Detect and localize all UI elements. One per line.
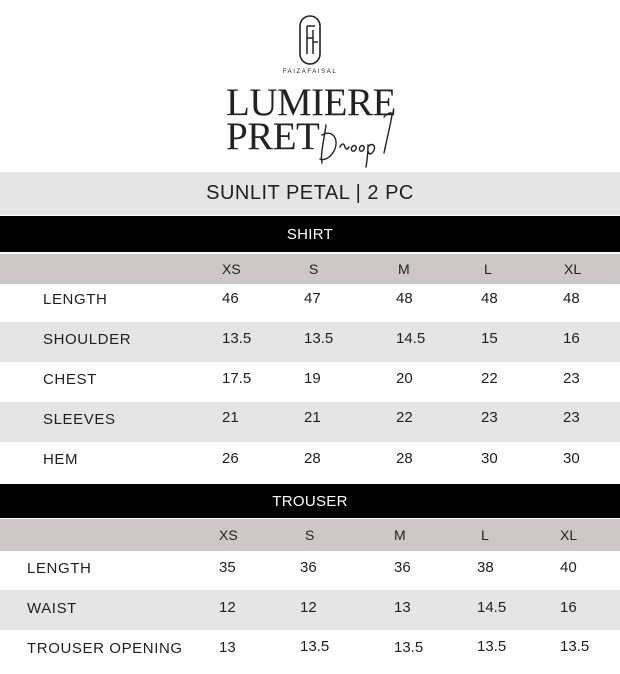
cell-value: 13.5: [394, 639, 424, 656]
table-row: [0, 322, 620, 362]
cell-value: 48: [481, 290, 498, 307]
cell-value: 36: [300, 559, 317, 576]
cell-value: 48: [563, 290, 580, 307]
cell-value: 23: [563, 409, 580, 426]
size-header: M: [398, 261, 410, 277]
collection-line-1: LUMIERE: [226, 81, 396, 124]
row-label: SLEEVES: [43, 411, 116, 428]
cell-value: 30: [563, 450, 580, 467]
cell-value: 19: [304, 370, 321, 387]
cell-value: 12: [219, 599, 236, 616]
cell-value: 13.5: [304, 330, 334, 347]
collection-line-2: PRET: [226, 115, 320, 158]
cell-value: 13.5: [560, 638, 590, 655]
size-header: XL: [564, 261, 582, 277]
cell-value: 13: [219, 639, 236, 656]
cell-value: 35: [219, 559, 236, 576]
cell-value: 13: [394, 599, 411, 616]
table-row: [0, 362, 620, 402]
cell-value: 46: [222, 290, 239, 307]
shirt-section-header: SHIRT: [0, 216, 620, 252]
row-label: CHEST: [43, 371, 97, 388]
cell-value: 22: [396, 409, 413, 426]
cell-value: 21: [304, 409, 321, 426]
cell-value: 47: [304, 290, 321, 307]
size-header: XL: [560, 527, 578, 543]
trouser-size-header-row: [0, 519, 620, 551]
size-header: XS: [219, 527, 238, 543]
cell-value: 12: [300, 599, 317, 616]
cell-value: 23: [481, 409, 498, 426]
cell-value: 23: [563, 370, 580, 387]
size-header: L: [481, 527, 489, 543]
cell-value: 36: [394, 559, 411, 576]
drop-script-signature: [314, 95, 404, 170]
row-label: HEM: [43, 451, 79, 468]
cell-value: 17.5: [222, 370, 252, 387]
cell-value: 13.5: [477, 638, 507, 655]
size-header: S: [305, 527, 315, 543]
cell-value: 21: [222, 409, 239, 426]
cell-value: 15: [481, 330, 498, 347]
row-label: SHOULDER: [43, 331, 132, 348]
cell-value: 38: [477, 559, 494, 576]
row-label: LENGTH: [27, 560, 92, 577]
brand-logo: [0, 14, 620, 66]
cell-value: 22: [481, 370, 498, 387]
shirt-size-header-row: [0, 254, 620, 284]
size-header: S: [309, 261, 319, 277]
cell-value: 20: [396, 370, 413, 387]
ff-monogram-icon: [297, 14, 323, 66]
cell-value: 28: [396, 450, 413, 467]
cell-value: 16: [560, 599, 577, 616]
cell-value: 13.5: [300, 638, 330, 655]
cell-value: 14.5: [396, 330, 426, 347]
brand-name: FAIZAFAISAL: [282, 69, 338, 75]
table-row: [0, 590, 620, 630]
cell-value: 16: [563, 330, 580, 347]
cell-value: 30: [481, 450, 498, 467]
cell-value: 40: [560, 559, 577, 576]
cell-value: 48: [396, 290, 413, 307]
table-row: [0, 442, 620, 482]
size-header: M: [394, 527, 406, 543]
cell-value: 14.5: [477, 599, 507, 616]
size-header: L: [484, 261, 492, 277]
trouser-section-header: TROUSER: [0, 484, 620, 518]
cell-value: 28: [304, 450, 321, 467]
row-label: TROUSER OPENING: [27, 640, 183, 657]
product-title: SUNLIT PETAL | 2 PC: [0, 172, 620, 215]
row-label: LENGTH: [43, 291, 108, 308]
table-row: [0, 551, 620, 591]
size-header: XS: [222, 261, 241, 277]
row-label: WAIST: [27, 600, 77, 617]
table-row: [0, 630, 620, 670]
cell-value: 13.5: [222, 330, 252, 347]
table-row: [0, 402, 620, 442]
table-row: [0, 284, 620, 324]
cell-value: 26: [222, 450, 239, 467]
